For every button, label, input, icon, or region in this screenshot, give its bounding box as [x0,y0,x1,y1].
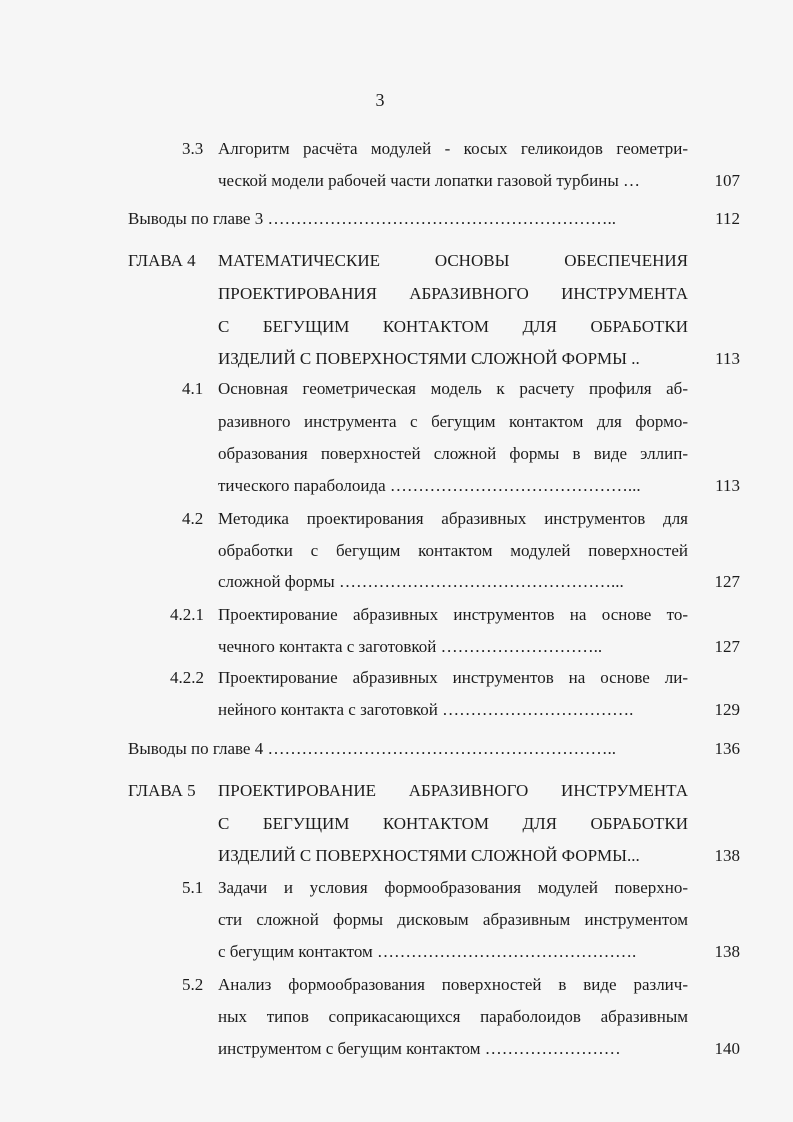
page-ref: 129 [714,700,740,719]
section-title-line: сложной формы …………………………………………... [218,572,624,591]
section-title-line: Проектирование абразивных инструментов на основе то- [218,605,688,624]
page-ref: 113 [715,349,740,368]
chapter-title-line: ПРОЕКТИРОВАНИЕ АБРАЗИВНОГО ИНСТРУМЕНТА [218,781,688,800]
section-number: 4.2.1 [170,605,204,624]
section-title-line: инструментом с бегущим контактом …………………… [218,1039,621,1058]
chapter-title-line: ПРОЕКТИРОВАНИЯ АБРАЗИВНОГО ИНСТРУМЕНТА [218,284,688,303]
conclusions-title: Выводы по главе 4 …………………………………………………….. [128,739,616,758]
section-title-line: с бегущим контактом ………………………………………. [218,942,637,961]
section-title-line: чечного контакта с заготовкой ……………………….. [218,637,603,656]
page-number: 3 [375,90,385,110]
section-title-line: тического параболоида ……………………………………... [218,476,641,495]
chapter-title-line: С БЕГУЩИМ КОНТАКТОМ ДЛЯ ОБРАБОТКИ [218,814,688,833]
section-number: 5.2 [182,975,204,994]
page-ref: 113 [715,476,740,495]
page-ref: 140 [714,1039,740,1058]
section-title-line: Методика проектирования абразивных инструментов для [218,509,688,528]
section-title-line: обработки с бегущим контактом модулей поверхностей [218,541,688,560]
section-title-line: сти сложной формы дисковым абразивным инструментом [218,910,688,929]
section-title-line: образования поверхностей сложной формы в виде эллип- [218,444,688,463]
section-number: 4.2 [182,509,204,528]
page-ref: 138 [714,942,740,961]
chapter-label: ГЛАВА 4 [128,251,196,270]
page-ref: 127 [714,637,740,656]
section-title-line: Алгоритм расчёта модулей - косых геликоидов геометри- [218,139,688,158]
section-number: 4.1 [182,379,204,398]
section-title-line: Задачи и условия формообразования модулей поверхно- [218,878,688,897]
section-title-line: Основная геометрическая модель к расчету профиля аб- [218,379,688,398]
page-ref: 136 [714,739,740,758]
conclusions-title: Выводы по главе 3 …………………………………………………….. [128,209,616,228]
section-title-line: разивного инструмента с бегущим контактом для формо- [218,412,688,431]
chapter-title-line: МАТЕМАТИЧЕСКИЕ ОСНОВЫ ОБЕСПЕЧЕНИЯ [218,251,688,270]
section-title-line: ных типов соприкасающихся параболоидов абразивным [218,1007,688,1026]
section-number: 4.2.2 [170,668,204,687]
section-title-line: ческой модели рабочей части лопатки газовой турбины … [218,171,641,190]
chapter-title-line: ИЗДЕЛИЙ С ПОВЕРХНОСТЯМИ СЛОЖНОЙ ФОРМЫ... [218,846,640,865]
chapter-label: ГЛАВА 5 [128,781,196,800]
section-title-line: Проектирование абразивных инструментов на основе ли- [218,668,688,687]
section-title-line: Анализ формообразования поверхностей в виде различ- [218,975,688,994]
section-number: 3.3 [182,139,204,158]
chapter-title-line: ИЗДЕЛИЙ С ПОВЕРХНОСТЯМИ СЛОЖНОЙ ФОРМЫ .. [218,349,640,368]
section-number: 5.1 [182,878,204,897]
page-ref: 127 [714,572,740,591]
page-ref: 112 [715,209,740,228]
section-title-line: нейного контакта с заготовкой ……………………………. [218,700,634,719]
page-ref: 107 [714,171,740,190]
chapter-title-line: С БЕГУЩИМ КОНТАКТОМ ДЛЯ ОБРАБОТКИ [218,317,688,336]
page-ref: 138 [714,846,740,865]
